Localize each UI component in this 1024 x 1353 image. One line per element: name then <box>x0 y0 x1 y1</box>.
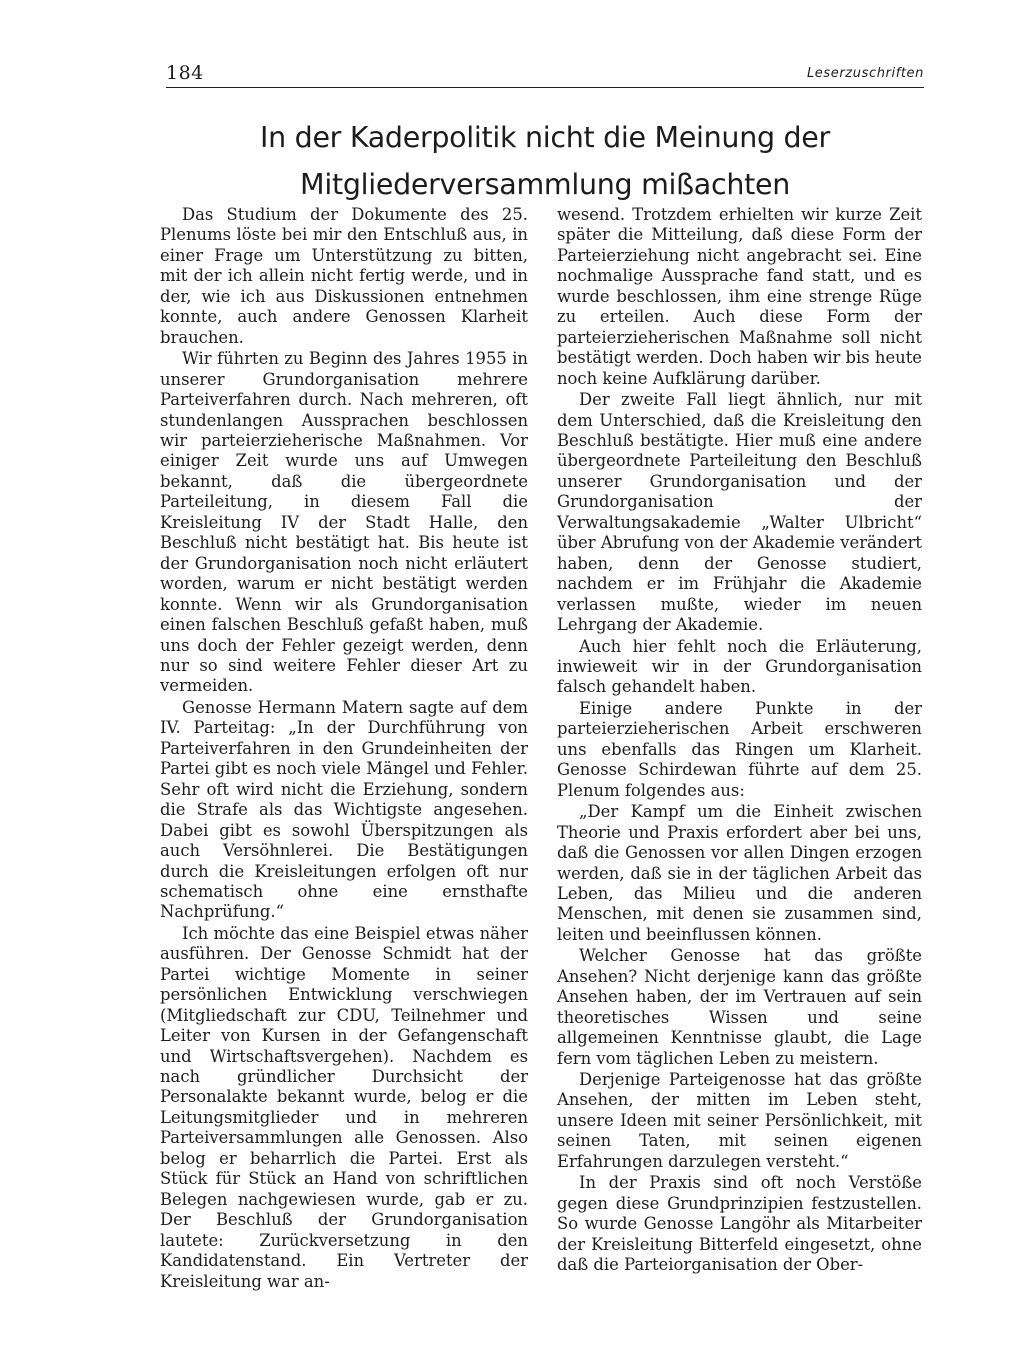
paragraph-continued: wesend. Trotzdem erhielten wir kurze Zeit später die Mitteilung, daß diese Form der Parteierziehung nicht angebracht sei. Eine nochmalige Aussprache fand statt, und es wurde beschlossen, ihm eine strenge Rüge zu erteilen. Auch diese Form der parteierzieherischen Maßnahme soll nicht bestätigt werden. Doch haben wir bis heute noch keine Aufklärung darüber. <box>557 205 922 388</box>
paragraph: Der zweite Fall liegt ähnlich, nur mit dem Unterschied, daß die Kreisleitung den Beschluß bestätigte. Hier muß eine andere übergeordnete Parteileitung den Beschluß unserer Grundorganisation und der Grundorganisation der Verwaltungsakademie „Walter Ulbricht“ über Abrufung von der Akademie verändert haben, denn der Genosse studiert, nachdem er im Frühjahr die Akademie verlassen mußte, wieder im neuen Lehrgang der Akademie. <box>557 390 922 635</box>
title-line-2: Mitgliederversammlung mißachten <box>300 168 790 201</box>
page-header <box>166 62 924 90</box>
title-line-1: In der Kaderpolitik nicht die Meinung der <box>260 121 830 154</box>
paragraph: Auch hier fehlt noch die Erläuterung, inwieweit wir in der Grundorganisation falsch gehandelt haben. <box>557 636 922 697</box>
quote-paragraph: Derjenige Parteigenosse hat das größte Ansehen, der mitten im Leben steht, unsere Ideen mit seiner Persönlichkeit, mit seinen Taten, mit seinen eigenen Erfahrungen darzulegen versteht.“ <box>557 1070 922 1171</box>
paragraph: Das Studium der Dokumente des 25. Plenums löste bei mir den Entschluß aus, in einer Frage um Unterstützung zu bitten, mit der ich allein nicht fertig werde, und in der, wie ich aus Diskussionen entnehmen konnte, auch andere Genossen Klarheit brauchen. <box>160 205 528 347</box>
left-column <box>160 205 528 1293</box>
paragraph: In der Praxis sind oft noch Verstöße gegen diese Grundprinzipien festzustellen. So wurde Genosse Langöhr als Mitarbeiter der Kreisleitung Bitterfeld eingesetzt, ohne daß die Parteiorganisation der Ober- <box>557 1173 922 1275</box>
right-column <box>557 205 922 1277</box>
paragraph: Wir führten zu Beginn des Jahres 1955 in unserer Grundorganisation mehrere Parteiverfahren durch. Nach mehreren, oft stundenlangen Aussprachen beschlossen wir parteierzieherische Maßnahmen. Vor einiger Zeit wurde uns auf Umwegen bekannt, daß die übergeordnete Parteileitung, in diesem Fall die Kreisleitung IV der Stadt Halle, den Beschluß nicht bestätigt hat. Bis heute ist der Grundorganisation noch nicht erläutert worden, warum er nicht bestätigt werden konnte. Wenn wir als Grundorganisation einen falschen Beschluß gefaßt haben, muß uns doch der Fehler gezeigt werden, denn nur so sind weitere Fehler dieser Art zu vermeiden. <box>160 349 528 696</box>
article-title <box>200 114 890 208</box>
running-head: Leserzuschriften <box>806 66 924 81</box>
paragraph: Einige andere Punkte in der parteierzieherischen Arbeit erschweren uns ebenfalls das Ringen um Klarheit. Genosse Schirdewan führte auf dem 25. Plenum folgendes aus: <box>557 698 922 800</box>
paragraph: Ich möchte das eine Beispiel etwas näher ausführen. Der Genosse Schmidt hat der Partei wichtige Momente in seiner persönlichen Entwicklung verschwiegen (Mitgliedschaft zur CDU, Teilnehmer und Leiter von Kursen in der Gefangenschaft und Wirtschaftsvergehen). Nachdem es nach gründlicher Durchsicht der Personalakte bekannt wurde, belog er die Leitungsmitglieder und in mehreren Parteiversammlungen alle Genossen. Also belog er beharrlich die Partei. Erst als Stück für Stück an Hand von schriftlichen Belegen nachgewiesen wurde, gab er zu. Der Beschluß der Grundorganisation lautete: Zurückversetzung in den Kandidatenstand. Ein Vertreter der Kreisleitung war an- <box>160 923 528 1291</box>
page-number: 184 <box>166 62 204 84</box>
quote-paragraph: „Der Kampf um die Einheit zwischen Theorie und Praxis erfordert aber bei uns, daß die Genossen vor allen Dingen erzogen werden, daß sie in der täglichen Arbeit das Leben, das Milieu und die anderen Menschen, mit denen sie zusammen sind, leiten und beeinflussen können. <box>557 802 922 944</box>
header-rule <box>166 87 924 88</box>
quote-paragraph: Welcher Genosse hat das größte Ansehen? Nicht derjenige kann das größte Ansehen haben, der im Vertrauen auf sein theoretisches Wissen und seine allgemeinen Kenntnisse glaubt, die Lage fern vom täglichen Leben zu meistern. <box>557 946 922 1068</box>
paragraph: Genosse Hermann Matern sagte auf dem IV. Parteitag: „In der Durchführung von Parteiverfahren in den Grundeinheiten der Partei gibt es noch viele Mängel und Fehler. Sehr oft wird nicht die Erziehung, sondern die Strafe als das Wichtigste angesehen. Dabei gibt es sowohl Überspitzungen als auch Versöhnlerei. Die Bestätigungen durch die Kreisleitungen erfolgen oft nur schematisch ohne eine ernsthafte Nachprüfung.“ <box>160 697 528 922</box>
